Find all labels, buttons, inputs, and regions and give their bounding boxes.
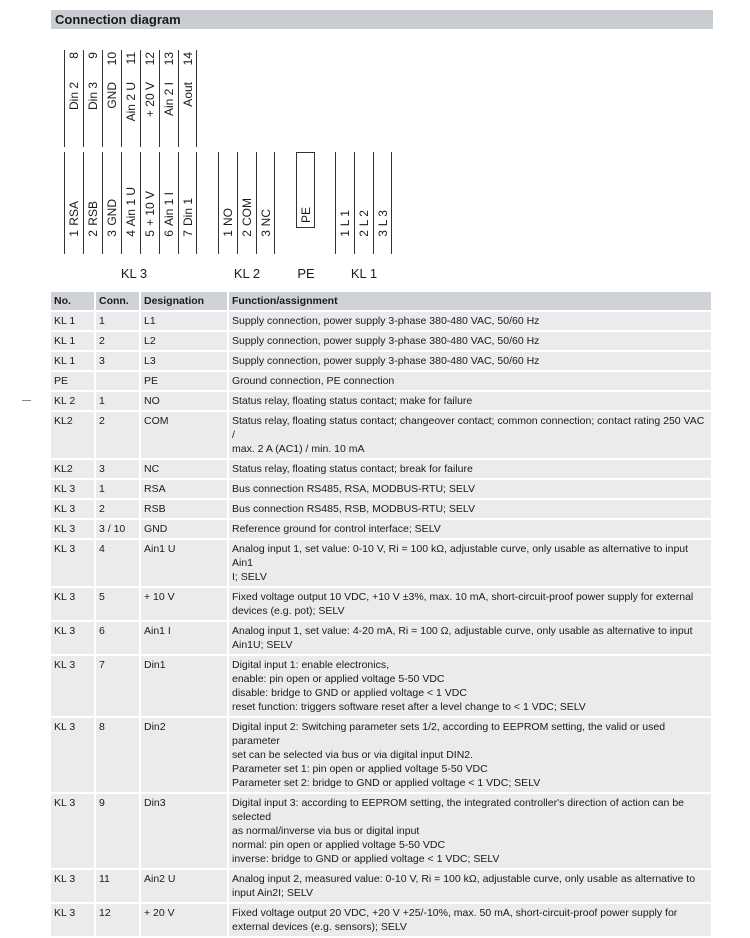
- cell-function: [228, 793, 712, 869]
- cell-function: [228, 371, 712, 391]
- cell-no: KL 3: [51, 903, 95, 937]
- terminal-label: PE: [299, 206, 313, 223]
- cell-no: KL 3: [51, 793, 95, 869]
- cell-conn: 2: [95, 411, 140, 459]
- terminal-label: Ain 2 I: [162, 82, 176, 117]
- group-label-kl3: KL 3: [120, 266, 148, 281]
- cell-no: KL 1: [51, 311, 95, 331]
- cell-no: PE: [51, 371, 95, 391]
- cell-designation: PE: [140, 371, 228, 391]
- function-line: devices (e.g. pot); SELV: [232, 605, 345, 617]
- cell-function: [228, 479, 712, 499]
- cell-no: KL2: [51, 411, 95, 459]
- cell-function: [228, 499, 712, 519]
- col-header-designation: Designation: [140, 292, 228, 311]
- cell-no: KL 2: [51, 391, 95, 411]
- cell-conn: 1: [95, 391, 140, 411]
- terminal-number: 1: [67, 230, 81, 237]
- function-line: Ground connection, PE connection: [232, 375, 395, 387]
- terminal-label: Din 3: [86, 82, 100, 111]
- cell-function: [228, 655, 712, 717]
- table-row: [51, 793, 712, 869]
- table-row: [51, 499, 712, 519]
- terminal-label: Ain 2 U: [124, 82, 138, 122]
- function-line: inverse: bridge to GND or applied voltage < 1 VDC; SELV: [232, 853, 500, 865]
- kl3-lower-terminal: [83, 152, 102, 254]
- terminal-number: 6: [162, 230, 176, 237]
- cell-function: [228, 459, 712, 479]
- kl2-terminal: [218, 152, 237, 254]
- function-line: Supply connection, power supply 3-phase 380-480 VAC, 50/60 Hz: [232, 355, 540, 367]
- terminal-label: + 10 V: [143, 190, 157, 226]
- table-row: [51, 459, 712, 479]
- table-row: [51, 621, 712, 655]
- kl3-upper-terminal: [83, 50, 102, 147]
- cell-conn: 9: [95, 793, 140, 869]
- cell-no: KL 3: [51, 621, 95, 655]
- terminal-label: RSA: [67, 201, 81, 226]
- terminal-number: 1: [338, 230, 352, 237]
- terminal-label: NO: [221, 208, 235, 226]
- table-row: [51, 519, 712, 539]
- cell-function: [228, 869, 712, 903]
- table-row: [51, 479, 712, 499]
- cell-no: KL 3: [51, 499, 95, 519]
- terminal-number: 3: [105, 230, 119, 237]
- function-line: Analog input 1, set value: 0-10 V, Ri = 100 kΩ, adjustable curve, only usable as alternative to input Ain1: [232, 543, 689, 569]
- col-header-no: No.: [51, 292, 95, 311]
- terminal-label: + 20 V: [143, 82, 157, 118]
- kl3-lower-terminal: [102, 152, 121, 254]
- table-row: [51, 411, 712, 459]
- kl2-terminal: [237, 152, 256, 254]
- cell-conn: 4: [95, 539, 140, 587]
- function-line: Status relay, floating status contact; make for failure: [232, 395, 473, 407]
- kl3-upper-terminal: [121, 50, 140, 147]
- cell-designation: COM: [140, 411, 228, 459]
- cell-function: [228, 621, 712, 655]
- function-line: as normal/inverse via bus or digital input: [232, 825, 420, 837]
- terminal-number: 3: [376, 230, 390, 237]
- function-line: Bus connection RS485, RSB, MODBUS-RTU; SELV: [232, 503, 475, 515]
- cell-designation: Din1: [140, 655, 228, 717]
- cell-conn: 3: [95, 351, 140, 371]
- terminal-label: Din 1: [181, 197, 195, 226]
- cell-conn: 1: [95, 311, 140, 331]
- terminal-number: 1: [221, 230, 235, 237]
- cell-conn: 2: [95, 331, 140, 351]
- function-line: Status relay, floating status contact; break for failure: [232, 463, 473, 475]
- cell-designation: Ain2 U: [140, 869, 228, 903]
- table-header-row: [51, 292, 712, 311]
- cell-designation: Din2: [140, 717, 228, 793]
- function-line: I; SELV: [232, 571, 267, 583]
- cell-conn: 3 / 10: [95, 519, 140, 539]
- cell-designation: + 20 V: [140, 903, 228, 937]
- cell-conn: 6: [95, 621, 140, 655]
- kl1-terminal: [373, 152, 392, 254]
- terminal-number: 2: [357, 230, 371, 237]
- table-row: [51, 331, 712, 351]
- function-line: Fixed voltage output 10 VDC, +10 V ±3%, max. 10 mA, short-circuit-proof power supply for external: [232, 591, 694, 603]
- cell-function: [228, 539, 712, 587]
- cell-designation: RSA: [140, 479, 228, 499]
- kl3-lower-terminal: [159, 152, 178, 254]
- cell-no: KL 3: [51, 717, 95, 793]
- terminal-label: GND: [105, 199, 119, 226]
- terminal-number: 2: [240, 230, 254, 237]
- kl1-terminal: [335, 152, 354, 254]
- function-line: Supply connection, power supply 3-phase 380-480 VAC, 50/60 Hz: [232, 315, 540, 327]
- table-row: [51, 391, 712, 411]
- kl2-terminal: [256, 152, 275, 254]
- cell-function: [228, 391, 712, 411]
- pe-terminal: [296, 152, 315, 228]
- cell-conn: 11: [95, 869, 140, 903]
- function-line: Status relay, floating status contact; changeover contact; common connection; contact rating 250 VAC /: [232, 415, 705, 441]
- cell-function: [228, 311, 712, 331]
- terminal-number: 3: [259, 230, 273, 237]
- table-row: [51, 903, 712, 937]
- table-row: [51, 717, 712, 793]
- terminal-number: 8: [67, 52, 81, 59]
- cell-designation: Din3: [140, 793, 228, 869]
- terminal-label: L 3: [376, 209, 390, 226]
- cell-conn: 1: [95, 479, 140, 499]
- cell-no: KL 1: [51, 331, 95, 351]
- cell-conn: 8: [95, 717, 140, 793]
- cell-conn: 2: [95, 499, 140, 519]
- function-line: reset function: triggers software reset after a level change to < 1 VDC; SELV: [232, 701, 586, 713]
- cell-designation: NC: [140, 459, 228, 479]
- function-line: Fixed voltage output 20 VDC, +20 V +25/-10%, max. 50 mA, short-circuit-proof power supply for: [232, 907, 678, 919]
- cell-function: [228, 331, 712, 351]
- col-header-conn: Conn.: [95, 292, 140, 311]
- function-line: Digital input 1: enable electronics,: [232, 659, 390, 671]
- group-label-pe: PE: [297, 266, 315, 281]
- cell-conn: [95, 371, 140, 391]
- table-row: [51, 655, 712, 717]
- cell-designation: L3: [140, 351, 228, 371]
- cell-designation: RSB: [140, 499, 228, 519]
- cell-designation: Ain1 U: [140, 539, 228, 587]
- cell-function: [228, 351, 712, 371]
- table-row: [51, 587, 712, 621]
- terminal-label: Ain 1 U: [124, 186, 138, 226]
- cell-designation: Ain1 I: [140, 621, 228, 655]
- terminal-number: 5: [143, 230, 157, 237]
- cell-function: [228, 903, 712, 937]
- terminal-number: 9: [86, 52, 100, 59]
- function-line: Supply connection, power supply 3-phase 380-480 VAC, 50/60 Hz: [232, 335, 540, 347]
- cell-designation: NO: [140, 391, 228, 411]
- table-row: [51, 869, 712, 903]
- function-line: set can be selected via bus or via digital input DIN2.: [232, 749, 474, 761]
- function-line: Parameter set 2: bridge to GND or applied voltage < 1 VDC; SELV: [232, 777, 541, 789]
- function-line: Parameter set 1: pin open or applied voltage 5-50 VDC: [232, 763, 488, 775]
- function-line: disable: bridge to GND or applied voltage < 1 VDC: [232, 687, 467, 699]
- function-line: enable: pin open or applied voltage 5-50 VDC: [232, 673, 445, 685]
- function-line: Bus connection RS485, RSA, MODBUS-RTU; SELV: [232, 483, 475, 495]
- terminal-number: 7: [181, 230, 195, 237]
- terminal-number: 13: [162, 52, 176, 66]
- terminal-label: RSB: [86, 201, 100, 226]
- kl3-upper-terminal: [178, 50, 197, 147]
- terminal-label: Ain 1 I: [162, 191, 176, 226]
- terminal-number: 14: [181, 52, 195, 66]
- cell-designation: GND: [140, 519, 228, 539]
- cell-function: [228, 717, 712, 793]
- kl3-lower-terminal: [140, 152, 159, 254]
- kl3-lower-terminal: [64, 152, 83, 254]
- kl3-upper-terminal: [64, 50, 83, 147]
- function-line: external devices (e.g. sensors); SELV: [232, 921, 407, 933]
- group-label-kl2: KL 2: [233, 266, 261, 281]
- margin-mark: [22, 400, 31, 401]
- kl3-upper-terminal: [159, 50, 178, 147]
- cell-no: KL 1: [51, 351, 95, 371]
- kl3-upper-terminal: [102, 50, 121, 147]
- function-line: Analog input 1, set value: 4-20 mA, Ri = 100 Ω, adjustable curve, only usable as alternative to input: [232, 625, 693, 637]
- kl1-terminal: [354, 152, 373, 254]
- cell-conn: 7: [95, 655, 140, 717]
- cell-designation: + 10 V: [140, 587, 228, 621]
- terminal-label: Aout: [181, 82, 195, 107]
- cell-conn: 12: [95, 903, 140, 937]
- terminal-number: 2: [86, 230, 100, 237]
- col-header-function: Function/assignment: [228, 292, 712, 311]
- function-line: Analog input 2, measured value: 0-10 V, Ri = 100 kΩ, adjustable curve, only usable as alternative to: [232, 873, 696, 885]
- cell-conn: 3: [95, 459, 140, 479]
- kl3-upper-terminal: [140, 50, 159, 147]
- terminal-label: L 2: [357, 209, 371, 226]
- function-line: max. 2 A (AC1) / min. 10 mA: [232, 443, 365, 455]
- cell-no: KL 3: [51, 539, 95, 587]
- section-header: Connection diagram: [51, 10, 713, 29]
- kl3-lower-terminal: [121, 152, 140, 254]
- terminal-number: 12: [143, 52, 157, 66]
- cell-designation: L1: [140, 311, 228, 331]
- terminal-number: 4: [124, 230, 138, 237]
- terminal-label: NC: [259, 208, 273, 226]
- group-label-kl1: KL 1: [350, 266, 378, 281]
- table-row: [51, 311, 712, 331]
- terminal-number: 10: [105, 52, 119, 66]
- cell-no: KL 3: [51, 479, 95, 499]
- terminal-label: Din 2: [67, 82, 81, 111]
- terminal-label: GND: [105, 82, 119, 109]
- cell-no: KL 3: [51, 655, 95, 717]
- table-row: [51, 371, 712, 391]
- function-line: input Ain2I; SELV: [232, 887, 313, 899]
- table-row: [51, 539, 712, 587]
- function-line: Reference ground for control interface; SELV: [232, 523, 441, 535]
- function-line: normal: pin open or applied voltage 5-50 VDC: [232, 839, 446, 851]
- function-line: Digital input 2: Switching parameter sets 1/2, according to EEPROM setting, the valid or used parameter: [232, 721, 666, 747]
- terminal-table: [51, 292, 713, 938]
- cell-no: KL 3: [51, 869, 95, 903]
- cell-no: KL 3: [51, 519, 95, 539]
- cell-no: KL 3: [51, 587, 95, 621]
- terminal-number: 11: [124, 52, 138, 65]
- function-line: Ain1U; SELV: [232, 639, 293, 651]
- cell-designation: L2: [140, 331, 228, 351]
- cell-function: [228, 519, 712, 539]
- cell-no: KL2: [51, 459, 95, 479]
- table-row: [51, 351, 712, 371]
- cell-function: [228, 411, 712, 459]
- terminal-label: COM: [240, 198, 254, 226]
- kl3-lower-terminal: [178, 152, 197, 254]
- cell-function: [228, 587, 712, 621]
- function-line: Digital input 3: according to EEPROM setting, the integrated controller's direction of action can be selected: [232, 797, 684, 823]
- cell-conn: 5: [95, 587, 140, 621]
- terminal-label: L 1: [338, 209, 352, 226]
